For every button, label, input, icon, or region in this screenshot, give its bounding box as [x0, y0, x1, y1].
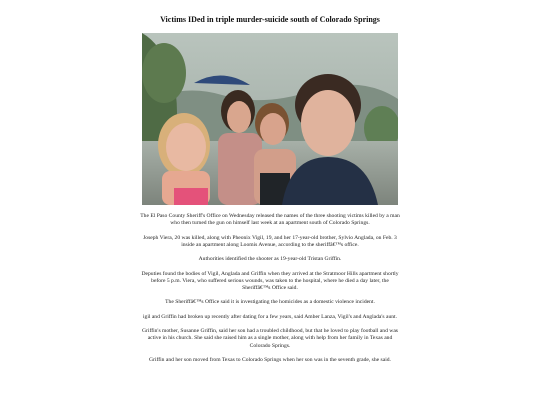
article-paragraph: Joseph Viera, 20 was killed, along with Pheonix Vigil, 19, and her 17-year-old brother, Sylvio Anglada, on Feb. 3 inside an apartment along Loomis Avenue, according to the sheriffâ€™s office. [143, 234, 397, 248]
article-photo [142, 33, 398, 205]
article-paragraph: Griffin's mother, Susanne Griffin, said her son had a troubled childhood, but that he loved to play football and was active in his church. She said she raised him as a single mother, along with help from her family in Texas and Colorado Springs. [142, 328, 398, 349]
article-paragraph: The El Paso County Sheriff's Office on Wednesday released the names of the three shooting victims killed by a man who then turned the gun on himself last week at an apartment south of Colorado Springs. [140, 213, 400, 227]
article-paragraph: The Sheriffâ€™s Office said it is investigating the homicides as a domestic violence incident. [165, 299, 375, 306]
article-headline: Victims IDed in triple murder-suicide south of Colorado Springs [160, 15, 380, 24]
article-paragraph: Deputies found the bodies of Vigil, Anglada and Griffin when they arrived at the Stratmoor Hills apartment shortly before 5 p.m. Viera, who suffered serious wounds, was taken to the hospital, where he died a day later, the Sheriffâ€™s Office said. [141, 270, 399, 291]
article-paragraph: Griffin and her son moved from Texas to Colorado Springs when her son was in the seventh grade, she said. [149, 356, 391, 363]
group-selfie-photo-icon [142, 33, 398, 205]
article-body [138, 213, 402, 371]
article-paragraph: igil and Griffin had broken up recently after dating for a few years, said Amber Lanza, Vigil's and Anglada's aunt. [142, 313, 398, 320]
article-paragraph: Authorities identified the shooter as 19-year-old Tristan Griffin. [198, 256, 342, 263]
